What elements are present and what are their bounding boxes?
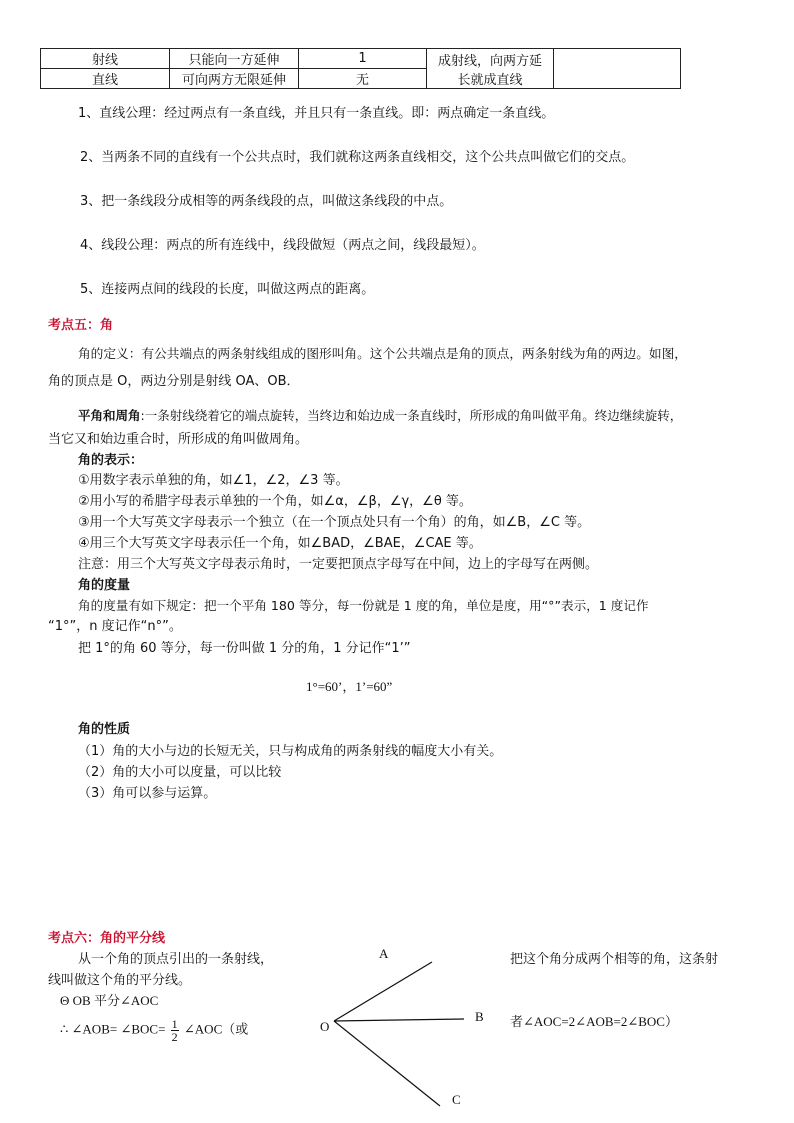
measure-line3: 把 1°的角 60 等分，每一份叫做 1 分的角，1 分记作“1’” [78, 641, 411, 656]
conclusion-suffix: ∠AOC（或 [183, 1021, 249, 1037]
property-item: （1）角的大小与边的长短无关，只与构成角的两条射线的幅度大小有关。 [78, 744, 503, 759]
merged-note-line1: 成射线，向两方延 [437, 53, 542, 69]
property-item: （3）角可以参与运算。 [78, 786, 217, 801]
label-b: B [475, 1009, 484, 1024]
table-cell: 可向两方无限延伸 [170, 69, 299, 89]
repr-item: ④用三个大写英文字母表示任一个角，如∠BAD，∠BAE，∠CAE 等。 [78, 536, 482, 551]
table-cell: 射线 [41, 49, 170, 69]
angle-representation-heading: 角的表示： [78, 453, 144, 468]
bisector-given: Θ OB 平分∠AOC [60, 993, 159, 1008]
angle-definition-line2: 角的顶点是 O，两边分别是射线 OA、OB． [48, 374, 300, 389]
measure-line1: 角的度量有如下规定：把一个平角 180 等分，每一份就是 1 度的角，单位是度，用“°”表示，1 度记作 [78, 598, 649, 613]
property-item: （2）角的大小可以度量，可以比较 [78, 765, 282, 780]
label-o: O [320, 1019, 330, 1034]
ray-ob [334, 1019, 464, 1021]
ray-oc [334, 1021, 440, 1106]
fraction-denominator: 2 [171, 1030, 178, 1044]
table-cell: 直线 [41, 69, 170, 89]
repr-item: ②用小写的希腊字母表示单独的一个角，如∠α，∠β，∠γ，∠θ 等。 [78, 494, 472, 509]
axiom-5: 5、连接两点间的线段的长度，叫做这两点的距离。 [80, 282, 375, 297]
table-cell: 1 [299, 49, 427, 69]
measure-line2: “1°”，n 度记作“n°”。 [48, 619, 182, 634]
angle-properties-heading: 角的性质 [78, 722, 131, 737]
axiom-3: 3、把一条线段分成相等的两条线段的点，叫做这条线段的中点。 [80, 194, 453, 209]
degree-formula: 1°=60’，1’=60” [306, 679, 393, 694]
bisector-line1-left: 从一个角的顶点引出的一条射线， [78, 952, 274, 967]
angle-measure-heading: 角的度量 [78, 578, 131, 593]
label-a: A [379, 946, 389, 961]
axiom-1: 1、直线公理：经过两点有一条直线，并且只有一条直线。即：两点确定一条直线。 [78, 106, 555, 121]
repr-item: ①用数字表示单独的角，如∠1，∠2，∠3 等。 [78, 473, 349, 488]
section6-heading: 考点六：角的平分线 [48, 931, 166, 946]
table-cell: 只能向一方延伸 [170, 49, 299, 69]
flat-angle-line2: 当它又和始边重合时，所形成的角叫做周角。 [48, 432, 309, 447]
axiom-2: 2、当两条不同的直线有一个公共点时，我们就称这两条直线相交，这个公共点叫做它们的交点。 [80, 150, 635, 165]
repr-note: 注意：用三个大写英文字母表示角时，一定要把顶点字母写在中间，边上的字母写在两侧。 [78, 557, 599, 572]
bisector-line2: 线叫做这个角的平分线。 [48, 973, 192, 988]
flat-angle-text: :一条射线绕着它的端点旋转，当终边和始边成一条直线时，所形成的角叫做平角。终边继续旋转， [140, 408, 683, 423]
bisector-line1-right: 把这个角分成两个相等的角，这条射 [510, 952, 719, 967]
axiom-4: 4、线段公理：两点的所有连线中，线段做短（两点之间，线段最短）。 [80, 238, 485, 253]
repr-item: ③用一个大写英文字母表示一个独立（在一个顶点处只有一个角）的角，如∠B，∠C 等。 [78, 515, 591, 530]
fraction-numerator: 1 [171, 1017, 178, 1031]
ray-oa [334, 962, 432, 1021]
merged-note-line2: 长就成直线 [457, 72, 523, 88]
angle-definition-line1: 角的定义：有公共端点的两条射线组成的图形叫角。这个公共端点是角的顶点，两条射线为角的两边。如图， [78, 346, 687, 361]
flat-angle-term: 平角和周角 [78, 408, 141, 423]
section5-heading: 考点五：角 [48, 318, 114, 333]
table-cell: 无 [299, 69, 427, 89]
label-c: C [452, 1092, 461, 1107]
conclusion-prefix: ∴ ∠AOB= ∠BOC= [60, 1021, 166, 1037]
bisector-conclusion-right: 者∠AOC=2∠AOB=2∠BOC） [510, 1014, 678, 1029]
